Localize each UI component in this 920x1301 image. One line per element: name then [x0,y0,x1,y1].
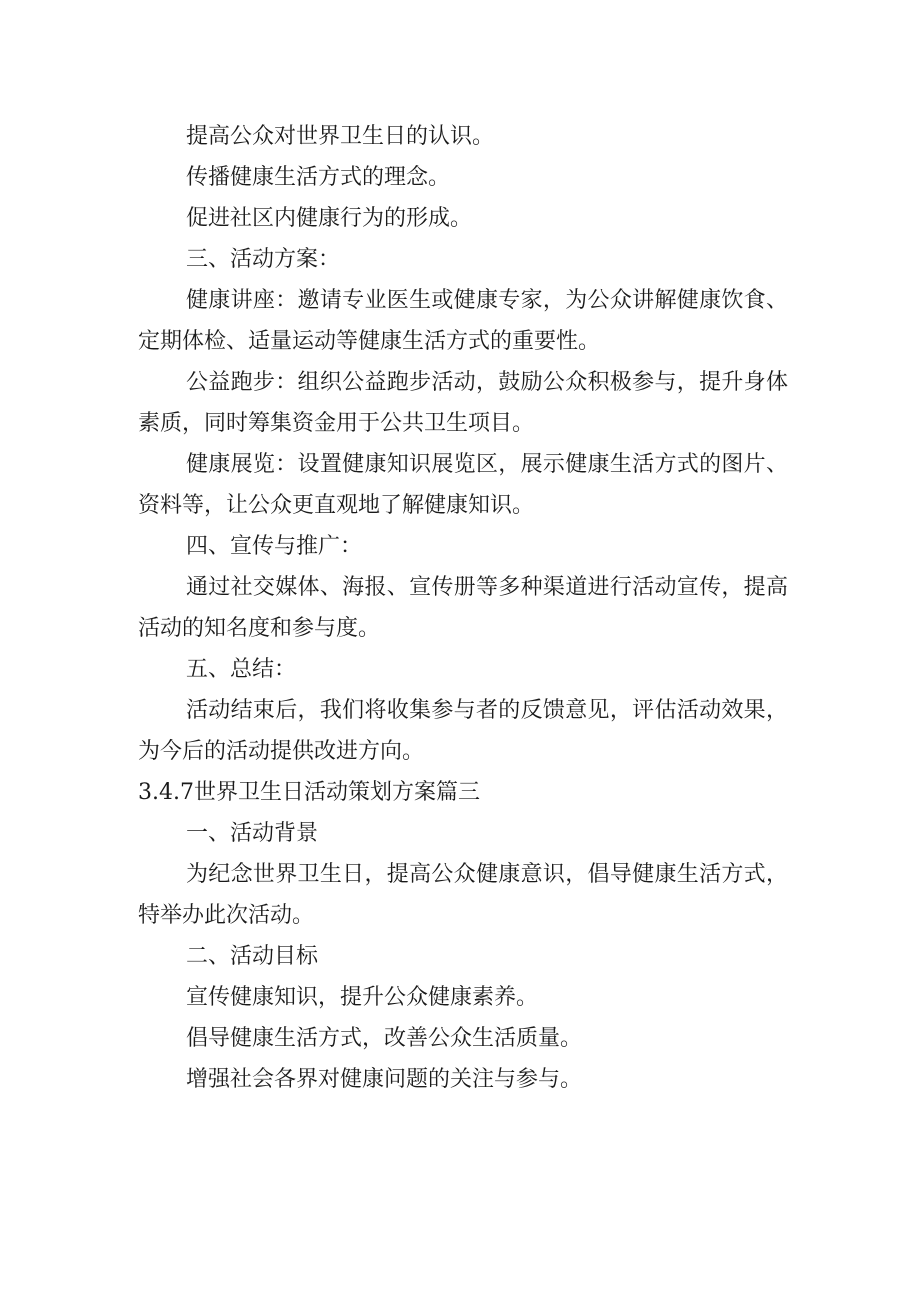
chapter-heading: 3.4.7世界卫生日活动策划方案篇三 [138,780,480,805]
paragraph: 健康展览：设置健康知识展览区，展示健康生活方式的图片、资料等，让公众更直观地了解健康知识。 [138,452,788,518]
paragraph: 促进社区内健康行为的形成。 [186,206,473,231]
section-heading: 三、活动方案： [186,247,341,272]
paragraph: 活动结束后，我们将收集参与者的反馈意见，评估活动效果，为今后的活动提供改进方向。 [138,698,788,764]
paragraph: 传播健康生活方式的理念。 [186,165,451,190]
section-heading: 五、总结： [186,657,297,682]
paragraph: 增强社会各界对健康问题的关注与参与。 [186,1067,583,1092]
document-body [138,116,788,1100]
paragraph: 宣传健康知识，提升公众健康素养。 [186,985,539,1010]
paragraph: 为纪念世界卫生日，提高公众健康意识，倡导健康生活方式，特举办此次活动。 [138,862,788,928]
paragraph: 健康讲座：邀请专业医生或健康专家，为公众讲解健康饮食、定期体检、适量运动等健康生活方式的重要性。 [138,288,788,354]
paragraph: 通过社交媒体、海报、宣传册等多种渠道进行活动宣传，提高活动的知名度和参与度。 [138,575,788,641]
paragraph: 提高公众对世界卫生日的认识。 [186,124,495,149]
paragraph: 公益跑步：组织公益跑步活动，鼓励公众积极参与，提升身体素质，同时筹集资金用于公共卫生项目。 [138,370,788,436]
paragraph: 倡导健康生活方式，改善公众生活质量。 [186,1026,583,1051]
section-heading: 一、活动背景 [186,821,319,846]
section-heading: 二、活动目标 [186,944,319,969]
section-heading: 四、宣传与推广： [186,534,363,559]
